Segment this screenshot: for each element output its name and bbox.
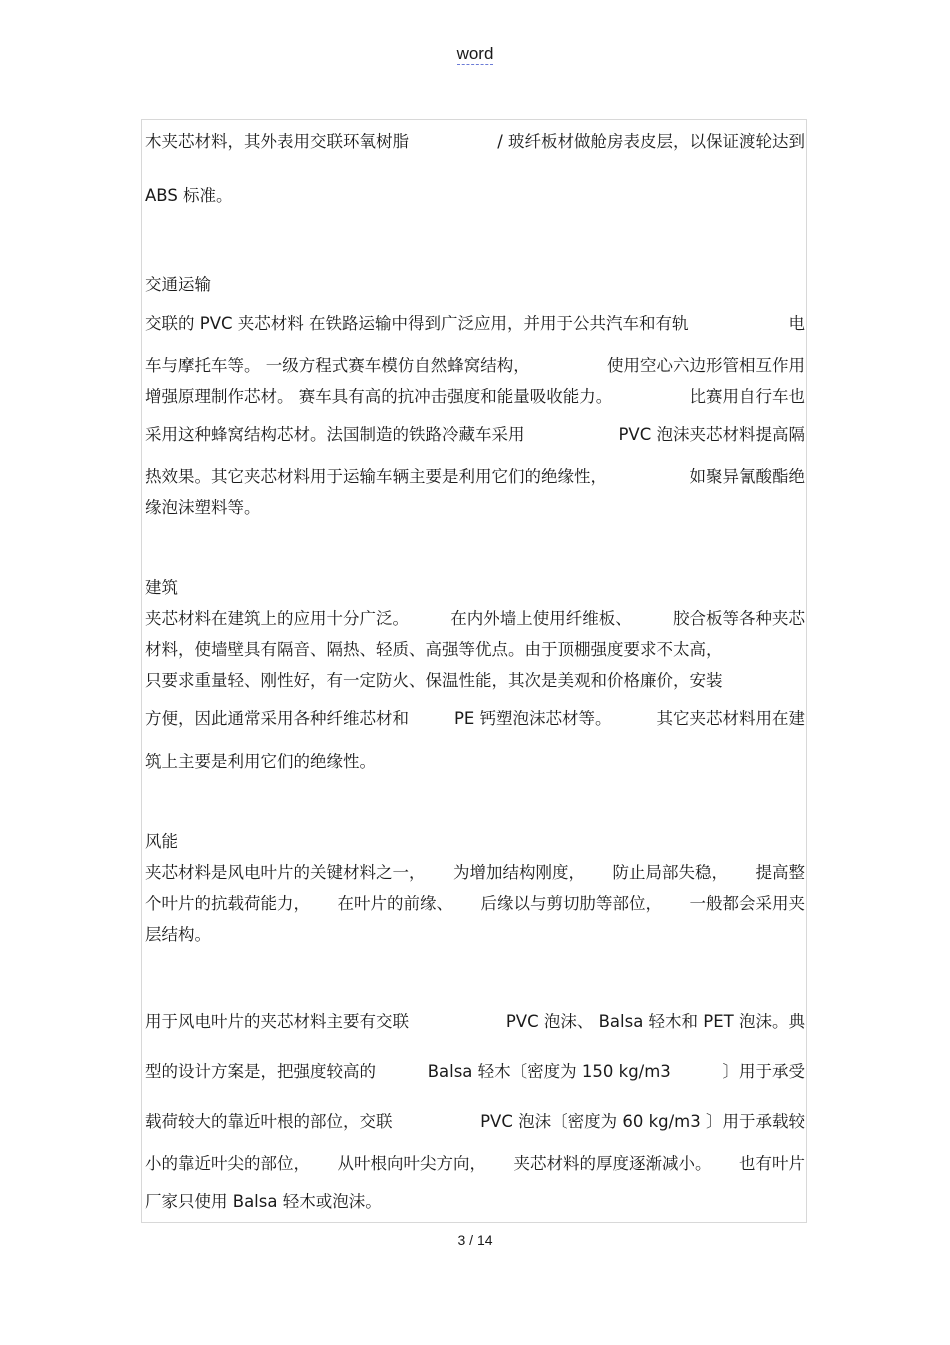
text-segment: 只要求重量轻、刚性好，有一定防火、保温性能，其次是美观和价格廉价，安装 <box>145 671 723 690</box>
text-line <box>145 1154 805 1174</box>
text-segment: 夹芯材料是风电叶片的关键材料之一， <box>145 863 426 882</box>
text-segment: 方便，因此通常采用各种纤维芯材和 <box>145 709 409 728</box>
text-segment: 后缘以与剪切肋等部位， <box>480 894 662 913</box>
text-segment: 采用这种蜂窝结构芯材。法国制造的铁路冷藏车采用 <box>145 425 525 444</box>
text-line <box>145 925 805 945</box>
text-line <box>145 1062 805 1082</box>
text-segment: 厂家只使用 Balsa 轻木或泡沫。 <box>145 1192 382 1211</box>
text-line <box>145 275 805 295</box>
text-line <box>145 609 805 629</box>
text-line <box>145 314 805 334</box>
text-segment: PVC 泡沫、 Balsa 轻木和 PET 泡沫。典 <box>505 1012 805 1031</box>
text-line <box>145 863 805 883</box>
text-segment: 热效果。其它夹芯材料用于运输车辆主要是利用它们的绝缘性， <box>145 467 607 486</box>
text-segment: 一般都会采用夹 <box>689 894 805 913</box>
text-segment: 增强原理制作芯材。 赛车具有高的抗冲击强度和能量吸收能力。 <box>145 387 613 406</box>
text-segment: 风能 <box>145 832 178 851</box>
text-segment: 在内外墙上使用纤维板、 <box>450 609 632 628</box>
page-number: 3 / 14 <box>457 1232 493 1248</box>
text-line <box>145 671 805 691</box>
text-segment: ABS 标准。 <box>145 186 233 205</box>
text-segment: 从叶根向叶尖方向， <box>337 1154 486 1173</box>
text-line <box>145 387 805 407</box>
text-line <box>145 832 805 852</box>
text-segment: 也有叶片 <box>739 1154 805 1173</box>
text-segment: 载荷较大的靠近叶根的部位，交联 <box>145 1112 393 1131</box>
text-segment: PVC 泡沫夹芯材料提高隔 <box>618 425 805 444</box>
text-line <box>145 186 805 206</box>
text-segment: 筑上主要是利用它们的绝缘性。 <box>145 752 376 771</box>
text-segment: 建筑 <box>145 578 178 597</box>
text-segment: Balsa 轻木〔密度为 150 kg/m3 <box>427 1062 671 1081</box>
text-segment: 用于风电叶片的夹芯材料主要有交联 <box>145 1012 409 1031</box>
text-segment: 提高整 <box>755 863 805 882</box>
text-line <box>145 467 805 487</box>
text-segment: 〕用于承受 <box>722 1062 805 1081</box>
text-segment: 其它夹芯材料用在建 <box>656 709 805 728</box>
text-line <box>145 498 805 518</box>
text-segment: 在叶片的前缘、 <box>337 894 453 913</box>
text-segment: 防止局部失稳， <box>612 863 728 882</box>
text-segment: 使用空心六边形管相互作用 <box>607 356 805 375</box>
text-segment: 夹芯材料的厚度逐渐减小。 <box>513 1154 712 1173</box>
text-segment: 比赛用自行车也 <box>689 387 805 406</box>
text-segment: 材料，使墙壁具有隔音、隔热、轻质、高强等优点。由于顶棚强度要求不太高， <box>145 640 723 659</box>
text-line <box>145 894 805 914</box>
header-title: word <box>456 44 494 63</box>
text-line <box>145 1012 805 1032</box>
text-segment: 交联的 PVC 夹芯材料 在铁路运输中得到广泛应用，并用于公共汽车和有轨 <box>145 314 689 333</box>
text-segment: 小的靠近叶尖的部位， <box>145 1154 310 1173</box>
text-segment: 层结构。 <box>145 925 211 944</box>
text-segment: 胶合板等各种夹芯 <box>673 609 805 628</box>
text-line <box>145 578 805 598</box>
text-segment: PE 钙塑泡沫芯材等。 <box>453 709 612 728</box>
text-segment: 如聚异氰酸酯绝 <box>689 467 805 486</box>
text-segment: PVC 泡沫〔密度为 60 kg/m3 〕用于承载较 <box>480 1112 805 1131</box>
text-line <box>145 356 805 376</box>
text-segment: 交通运输 <box>145 275 211 294</box>
text-segment: 电 <box>788 314 805 333</box>
text-line <box>145 709 805 729</box>
text-line <box>145 132 805 152</box>
text-segment: 车与摩托车等。 一级方程式赛车模仿自然蜂窝结构， <box>145 356 530 375</box>
text-segment: / 玻纤板材做舱房表皮层，以保证渡轮达到 <box>497 132 805 151</box>
text-segment: 木夹芯材料，其外表用交联环氧树脂 <box>145 132 409 151</box>
text-segment: 夹芯材料在建筑上的应用十分广泛。 <box>145 609 409 628</box>
page-header <box>0 44 950 64</box>
text-line <box>145 640 805 660</box>
text-line <box>145 752 805 772</box>
text-line <box>145 425 805 445</box>
text-segment: 为增加结构刚度， <box>453 863 585 882</box>
text-segment: 个叶片的抗载荷能力， <box>145 894 310 913</box>
text-line <box>145 1192 805 1212</box>
text-segment: 缘泡沫塑料等。 <box>145 498 261 517</box>
text-line <box>145 1112 805 1132</box>
text-segment: 型的设计方案是，把强度较高的 <box>145 1062 376 1081</box>
